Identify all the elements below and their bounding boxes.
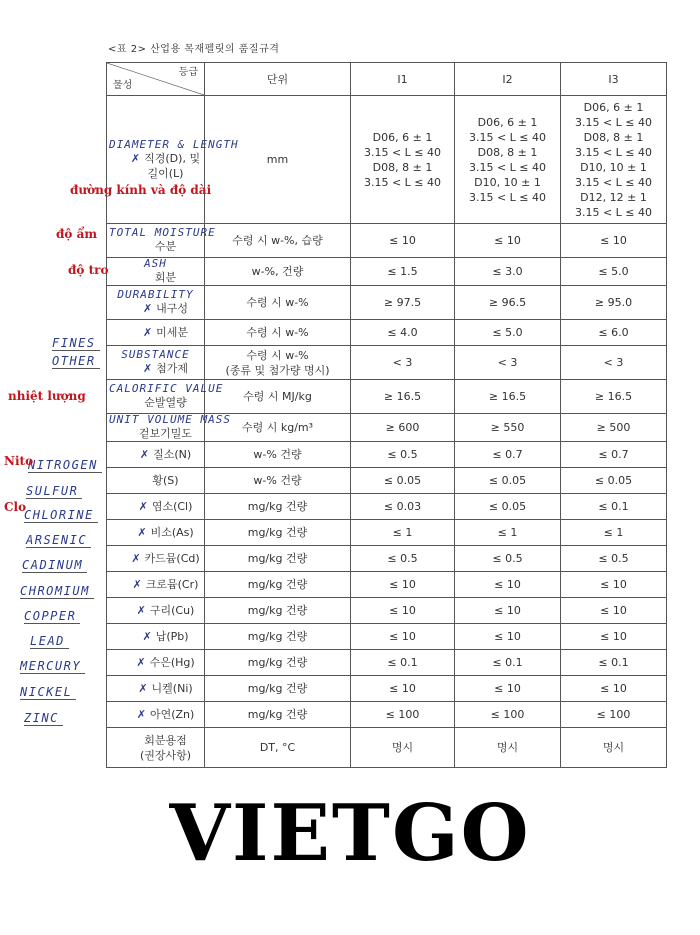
i3-cell: ≤ 1: [561, 520, 667, 546]
i2-cell: ≤ 10: [455, 224, 561, 258]
property-cell: [107, 380, 224, 414]
property-label: 수분: [154, 240, 177, 253]
unit-cell: 수령 시 w-%: [205, 286, 351, 320]
unit-cell: mg/kg 건량: [205, 520, 351, 546]
property-label: 순발열량: [144, 396, 187, 409]
brand-logo: VIETGO: [169, 788, 531, 879]
star-mark-icon: ✗: [142, 302, 153, 315]
table-row: [107, 286, 667, 320]
star-mark-icon: ✗: [142, 362, 153, 375]
star-mark-icon: ✗: [142, 326, 153, 339]
note-diameter: đường kính và độ dài: [70, 183, 212, 197]
i3-cell: ≥ 16.5: [561, 380, 667, 414]
left-handwritten-label: COPPER: [24, 609, 80, 624]
left-handwritten-label: CHROMIUM: [20, 584, 94, 599]
table-row: [107, 96, 667, 224]
i1-cell: ≤ 1.5: [351, 258, 455, 286]
i1-cell: ≥ 97.5: [351, 286, 455, 320]
handwritten-label: DURABILITY: [117, 288, 194, 301]
property-cell: [107, 728, 205, 768]
i2-cell: ≥ 16.5: [455, 380, 561, 414]
i1-cell: ≤ 10: [351, 572, 455, 598]
property-label: 미세분: [156, 326, 189, 339]
star-mark-icon: ✗: [142, 630, 152, 643]
i1-cell: ≤ 0.5: [351, 442, 455, 468]
table-caption: <표 2> 산업용 목재펠릿의 품질규격: [108, 44, 280, 55]
i1-cell: ≤ 0.1: [351, 650, 455, 676]
i2-cell: ≤ 3.0: [455, 258, 561, 286]
header-unit: 단위: [205, 63, 351, 96]
property-cell: [107, 286, 205, 320]
i3-cell: ≤ 5.0: [561, 258, 667, 286]
star-mark-icon: ✗: [136, 656, 146, 669]
table-row: [107, 320, 667, 346]
property-cell: [107, 624, 205, 650]
note-chlorine: Clo: [4, 500, 27, 514]
left-handwritten-label: ZINC: [24, 711, 63, 726]
i2-cell: ≤ 0.1: [455, 650, 561, 676]
property-cell: [107, 413, 231, 442]
left-handwritten-label: NICKEL: [20, 685, 76, 700]
note-ash: độ tro: [68, 263, 109, 277]
table-row: [107, 258, 667, 286]
left-handwritten-label: LEAD: [30, 634, 69, 649]
table-row: [107, 520, 667, 546]
i2-cell: D06, 6 ± 1 3.15 < L ≤ 40 D08, 8 ± 1 3.15 < L ≤ 40 D10, 10 ± 1 3.15 < L ≤ 40: [455, 96, 561, 224]
handwritten-label: DIAMETER & LENGTH: [109, 137, 239, 151]
left-handwritten-label: ARSENIC: [26, 533, 91, 548]
i2-cell: ≤ 1: [455, 520, 561, 546]
left-handwritten-label: NITROGEN: [28, 458, 102, 473]
unit-cell: mg/kg 건량: [205, 676, 351, 702]
left-handwritten-label: FINES: [52, 336, 100, 351]
property-label: 황(S): [152, 474, 179, 487]
i1-cell: ≤ 10: [351, 224, 455, 258]
i1-cell: ≤ 100: [351, 702, 455, 728]
property-cell: [107, 224, 216, 258]
note-nitrogen: Nito: [4, 454, 34, 468]
unit-cell: mm: [205, 96, 351, 224]
i3-cell: ≤ 0.5: [561, 546, 667, 572]
i3-cell: ≤ 6.0: [561, 320, 667, 346]
table-row: [107, 650, 667, 676]
star-mark-icon: ✗: [132, 578, 142, 591]
header-i3: I3: [561, 63, 667, 96]
property-label: 염소(Cl): [151, 500, 193, 513]
unit-cell: mg/kg 건량: [205, 624, 351, 650]
i2-cell: ≤ 100: [455, 702, 561, 728]
property-cell: [107, 702, 205, 728]
i2-cell: 명시: [455, 728, 561, 768]
i2-cell: ≤ 10: [455, 676, 561, 702]
handwritten-label: UNIT VOLUME MASS: [109, 413, 231, 426]
star-mark-icon: ✗: [136, 708, 146, 721]
property-label: 구리(Cu): [149, 604, 195, 617]
table-header-row: [107, 63, 667, 96]
left-handwritten-label: MERCURY: [20, 659, 85, 674]
unit-cell: mg/kg 건량: [205, 702, 351, 728]
left-handwritten-label: SULFUR: [26, 484, 82, 499]
header-i1: I1: [351, 63, 455, 96]
property-label: 수은(Hg): [149, 656, 195, 669]
unit-cell: mg/kg 건량: [205, 572, 351, 598]
star-mark-icon: ✗: [139, 448, 150, 461]
property-cell: [107, 320, 205, 346]
unit-cell: w-% 건량: [205, 442, 351, 468]
table-row: [107, 598, 667, 624]
table-row: [107, 494, 667, 520]
i2-cell: < 3: [455, 346, 561, 380]
property-cell: [107, 258, 205, 286]
i3-cell: ≤ 0.1: [561, 494, 667, 520]
table-row: [107, 414, 667, 442]
unit-cell: mg/kg 건량: [205, 650, 351, 676]
property-cell: [107, 520, 205, 546]
i3-cell: ≤ 100: [561, 702, 667, 728]
i1-cell: 명시: [351, 728, 455, 768]
property-label: 직경(D), 및 길이(L): [144, 151, 201, 180]
i1-cell: ≤ 0.5: [351, 546, 455, 572]
property-label: 겉보기밀도: [138, 427, 193, 440]
table-row: [107, 702, 667, 728]
i3-cell: ≤ 0.05: [561, 468, 667, 494]
i3-cell: ≤ 10: [561, 676, 667, 702]
property-label: 납(Pb): [155, 630, 189, 643]
table-row: [107, 546, 667, 572]
property-cell: [107, 494, 205, 520]
property-label: 회분용점 (권장사항): [139, 733, 192, 762]
unit-cell: mg/kg 건량: [205, 494, 351, 520]
header-grade: 등급: [178, 67, 198, 78]
property-label: 비소(As): [150, 526, 194, 539]
unit-cell: w-%, 건량: [205, 258, 351, 286]
i2-cell: ≤ 0.05: [455, 494, 561, 520]
table-row: [107, 346, 667, 380]
table-row: [107, 676, 667, 702]
table-row: [107, 572, 667, 598]
i1-cell: ≤ 0.03: [351, 494, 455, 520]
i2-cell: ≤ 5.0: [455, 320, 561, 346]
unit-cell: 수령 시 w-% (종류 및 첨가량 명시): [205, 346, 351, 380]
i3-cell: ≤ 0.7: [561, 442, 667, 468]
property-label: 니켈(Ni): [151, 682, 193, 695]
header-grade-property: [107, 63, 205, 96]
property-cell: [107, 676, 205, 702]
i1-cell: ≤ 0.05: [351, 468, 455, 494]
property-cell: [107, 96, 239, 224]
i3-cell: ≤ 10: [561, 224, 667, 258]
property-cell: [107, 468, 205, 494]
i1-cell: ≤ 4.0: [351, 320, 455, 346]
star-mark-icon: ✗: [138, 500, 148, 513]
handwritten-label: TOTAL MOISTURE: [109, 226, 216, 239]
i1-cell: ≤ 1: [351, 520, 455, 546]
left-handwritten-label: CADINUM: [22, 558, 87, 573]
left-handwritten-label: OTHER: [52, 354, 100, 369]
left-handwritten-label: CHLORINE: [24, 508, 98, 523]
i1-cell: ≥ 600: [351, 414, 455, 442]
property-label: 질소(N): [153, 448, 192, 461]
i1-cell: ≥ 16.5: [351, 380, 455, 414]
star-mark-icon: ✗: [136, 604, 146, 617]
header-i2: I2: [455, 63, 561, 96]
unit-cell: DT, °C: [205, 728, 351, 768]
i2-cell: ≥ 550: [455, 414, 561, 442]
note-calorific: nhiệt lượng: [8, 389, 86, 403]
property-cell: [107, 572, 205, 598]
i3-cell: 명시: [561, 728, 667, 768]
property-cell: [107, 598, 205, 624]
i2-cell: ≥ 96.5: [455, 286, 561, 320]
unit-cell: mg/kg 건량: [205, 546, 351, 572]
i3-cell: ≤ 10: [561, 598, 667, 624]
i2-cell: ≤ 0.05: [455, 468, 561, 494]
i1-cell: < 3: [351, 346, 455, 380]
i2-cell: ≤ 10: [455, 598, 561, 624]
i3-cell: ≥ 95.0: [561, 286, 667, 320]
unit-cell: 수령 시 w-%, 습량: [205, 224, 351, 258]
property-label: 내구성: [156, 302, 189, 315]
i2-cell: ≤ 0.7: [455, 442, 561, 468]
table-row: [107, 224, 667, 258]
property-cell: [107, 442, 205, 468]
property-label: 회분: [154, 271, 177, 284]
property-cell: [107, 546, 205, 572]
i3-cell: D06, 6 ± 1 3.15 < L ≤ 40 D08, 8 ± 1 3.15 < L ≤ 40 D10, 10 ± 1 3.15 < L ≤ 40 D12, 12 ± 1 3.15 < L ≤ 40: [561, 96, 667, 224]
i1-cell: D06, 6 ± 1 3.15 < L ≤ 40 D08, 8 ± 1 3.15 < L ≤ 40: [351, 96, 455, 224]
property-cell: [107, 346, 205, 380]
table-row: [107, 442, 667, 468]
i3-cell: ≥ 500: [561, 414, 667, 442]
handwritten-label: SUBSTANCE: [121, 348, 190, 361]
star-mark-icon: ✗: [137, 526, 147, 539]
unit-cell: 수령 시 w-%: [205, 320, 351, 346]
property-label: 카드뮴(Cd): [144, 552, 200, 565]
property-label: 크로뮴(Cr): [145, 578, 199, 591]
table-row: [107, 468, 667, 494]
i2-cell: ≤ 10: [455, 572, 561, 598]
unit-cell: 수령 시 MJ/kg: [205, 380, 351, 414]
note-moisture: độ ẩm: [56, 227, 98, 241]
quality-spec-table: [106, 62, 667, 768]
i3-cell: ≤ 0.1: [561, 650, 667, 676]
i3-cell: < 3: [561, 346, 667, 380]
property-cell: [107, 650, 205, 676]
unit-cell: mg/kg 건량: [205, 598, 351, 624]
table-row: [107, 624, 667, 650]
i3-cell: ≤ 10: [561, 572, 667, 598]
i1-cell: ≤ 10: [351, 598, 455, 624]
i2-cell: ≤ 10: [455, 624, 561, 650]
header-property: 물성: [113, 80, 133, 91]
unit-cell: 수령 시 kg/m³: [205, 414, 351, 442]
unit-cell: w-% 건량: [205, 468, 351, 494]
star-mark-icon: ✗: [130, 151, 141, 165]
star-mark-icon: ✗: [131, 552, 141, 565]
table-row: [107, 728, 667, 768]
property-label: 아연(Zn): [149, 708, 195, 721]
i2-cell: ≤ 0.5: [455, 546, 561, 572]
i1-cell: ≤ 10: [351, 624, 455, 650]
star-mark-icon: ✗: [138, 682, 148, 695]
i1-cell: ≤ 10: [351, 676, 455, 702]
handwritten-label: ASH: [144, 257, 167, 270]
i3-cell: ≤ 10: [561, 624, 667, 650]
table-row: [107, 380, 667, 414]
property-label: 첨가제: [156, 362, 189, 375]
handwritten-label: CALORIFIC VALUE: [109, 382, 224, 395]
